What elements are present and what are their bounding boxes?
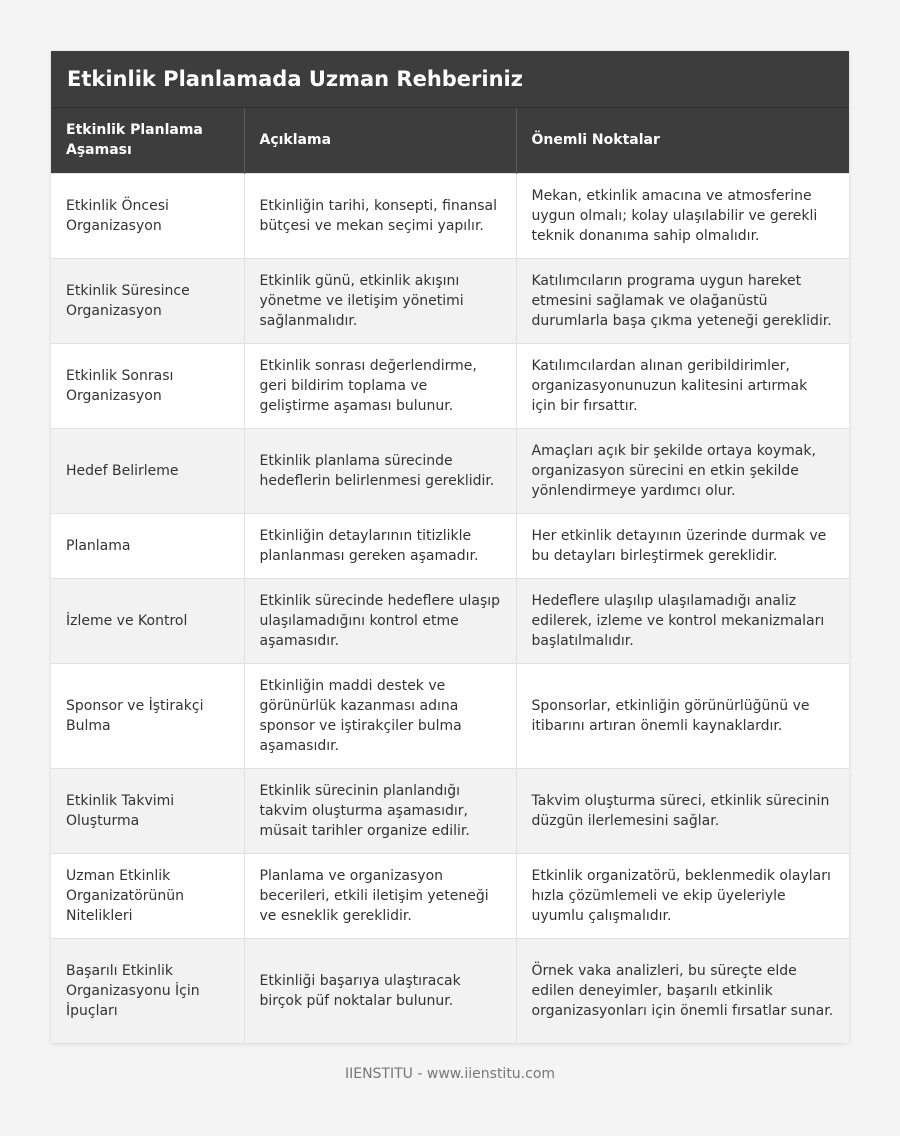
cell-key-points: Katılımcıların programa uygun hareket etmesini sağlamak ve olağanüstü durumlarla başa çıkma yeteneği gereklidir.	[516, 258, 849, 343]
cell-key-points: Mekan, etkinlik amacına ve atmosferine uygun olmalı; kolay ulaşılabilir ve gerekli teknik donanıma sahip olmalıdır.	[516, 173, 849, 258]
cell-key-points: Takvim oluşturma süreci, etkinlik sürecinin düzgün ilerlemesini sağlar.	[516, 768, 849, 853]
cell-description: Etkinliğin maddi destek ve görünürlük kazanması adına sponsor ve iştirakçiler bulma aşamasıdır.	[244, 663, 516, 768]
cell-description: Etkinlik planlama sürecinde hedeflerin belirlenmesi gereklidir.	[244, 428, 516, 513]
cell-description: Etkinlik sürecinin planlandığı takvim oluşturma aşamasıdır, müsait tarihler organize edilir.	[244, 768, 516, 853]
table-title: Etkinlik Planlamada Uzman Rehberiniz	[51, 51, 849, 108]
cell-stage: Planlama	[51, 513, 244, 578]
table-row	[51, 343, 849, 428]
cell-stage: Etkinlik Takvimi Oluşturma	[51, 768, 244, 853]
cell-key-points: Amaçları açık bir şekilde ortaya koymak, organizasyon sürecini en etkin şekilde yönlendirmeye yardımcı olur.	[516, 428, 849, 513]
table-row	[51, 513, 849, 578]
table-row	[51, 578, 849, 663]
header-row	[51, 108, 849, 173]
table-row	[51, 768, 849, 853]
cell-key-points: Katılımcılardan alınan geribildirimler, organizasyonunuzun kalitesini artırmak için bir fırsattır.	[516, 343, 849, 428]
cell-stage: Başarılı Etkinlik Organizasyonu İçin İpuçları	[51, 938, 244, 1043]
column-header-stage: Etkinlik Planlama Aşaması	[51, 108, 244, 173]
column-header-description: Açıklama	[244, 108, 516, 173]
cell-description: Etkinlik sürecinde hedeflere ulaşıp ulaşılamadığını kontrol etme aşamasıdır.	[244, 578, 516, 663]
cell-stage: İzleme ve Kontrol	[51, 578, 244, 663]
cell-key-points: Her etkinlik detayının üzerinde durmak ve bu detayları birleştirmek gereklidir.	[516, 513, 849, 578]
planning-table	[51, 108, 849, 1043]
cell-description: Etkinlik sonrası değerlendirme, geri bildirim toplama ve geliştirme aşaması bulunur.	[244, 343, 516, 428]
cell-description: Planlama ve organizasyon becerileri, etkili iletişim yeteneği ve esneklik gereklidir.	[244, 853, 516, 938]
footer-credit: IIENSTITU - www.iienstitu.com	[344, 1066, 556, 1082]
table-row	[51, 173, 849, 258]
cell-stage: Sponsor ve İştirakçi Bulma	[51, 663, 244, 768]
table-row	[51, 258, 849, 343]
table-row	[51, 938, 849, 1043]
cell-description: Etkinliğin tarihi, konsepti, finansal bütçesi ve mekan seçimi yapılır.	[244, 173, 516, 258]
cell-stage: Etkinlik Sonrası Organizasyon	[51, 343, 244, 428]
cell-stage: Hedef Belirleme	[51, 428, 244, 513]
table-row	[51, 853, 849, 938]
cell-key-points: Örnek vaka analizleri, bu süreçte elde edilen deneyimler, başarılı etkinlik organizasyonları için önemli fırsatlar sunar.	[516, 938, 849, 1043]
cell-description: Etkinliği başarıya ulaştıracak birçok püf noktalar bulunur.	[244, 938, 516, 1043]
table-card	[51, 51, 849, 1043]
cell-key-points: Sponsorlar, etkinliğin görünürlüğünü ve itibarını artıran önemli kaynaklardır.	[516, 663, 849, 768]
cell-stage: Uzman Etkinlik Organizatörünün Nitelikleri	[51, 853, 244, 938]
cell-key-points: Etkinlik organizatörü, beklenmedik olayları hızla çözümlemeli ve ekip üyeleriyle uyumlu çalışmalıdır.	[516, 853, 849, 938]
cell-stage: Etkinlik Öncesi Organizasyon	[51, 173, 244, 258]
table-row	[51, 663, 849, 768]
cell-description: Etkinlik günü, etkinlik akışını yönetme ve iletişim yönetimi sağlanmalıdır.	[244, 258, 516, 343]
cell-description: Etkinliğin detaylarının titizlikle planlanması gereken aşamadır.	[244, 513, 516, 578]
column-header-key-points: Önemli Noktalar	[516, 108, 849, 173]
table-row	[51, 428, 849, 513]
cell-key-points: Hedeflere ulaşılıp ulaşılamadığı analiz edilerek, izleme ve kontrol mekanizmaları başlatılmalıdır.	[516, 578, 849, 663]
cell-stage: Etkinlik Süresince Organizasyon	[51, 258, 244, 343]
